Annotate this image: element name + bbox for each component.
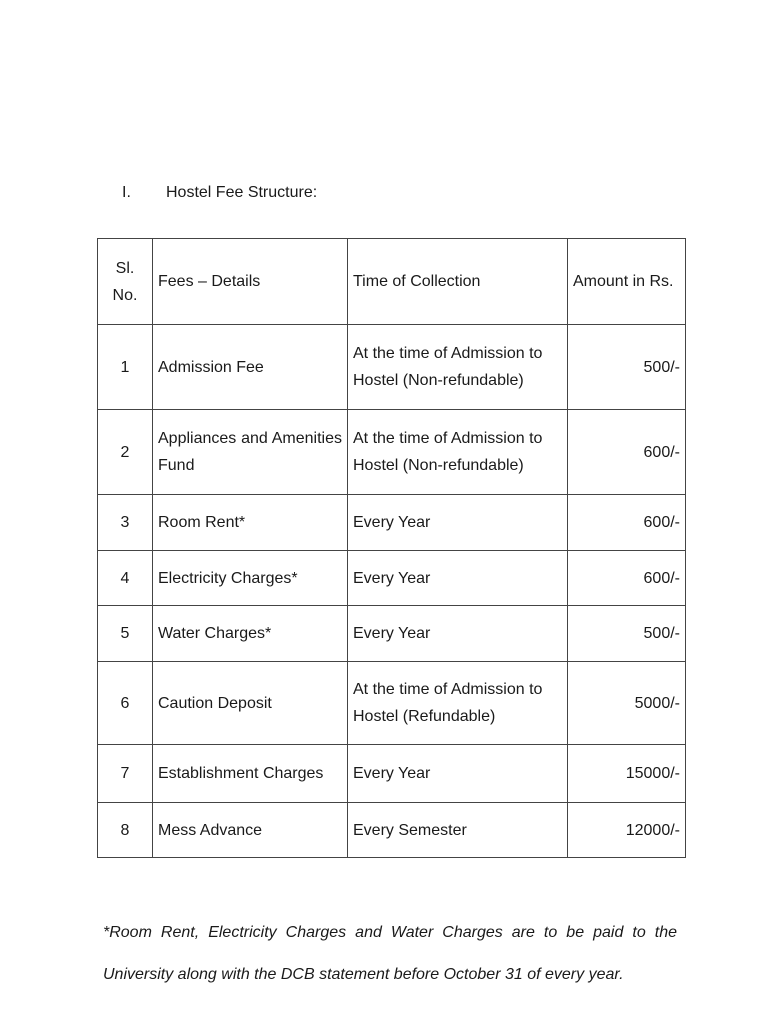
cell-detail: Water Charges* — [153, 606, 348, 662]
header-fees-details: Fees – Details — [153, 239, 348, 325]
cell-amount: 5000/- — [568, 662, 686, 745]
header-time-of-collection: Time of Collection — [348, 239, 568, 325]
cell-amount: 500/- — [568, 325, 686, 410]
section-number: I. — [122, 184, 131, 201]
cell-sl: 1 — [98, 325, 153, 410]
table-row — [98, 745, 686, 803]
cell-time: At the time of Admission to Hostel (Refundable) — [348, 662, 568, 745]
cell-detail: Electricity Charges* — [153, 551, 348, 606]
section-title: Hostel Fee Structure: — [166, 184, 318, 201]
cell-time: Every Year — [348, 551, 568, 606]
table-row — [98, 551, 686, 606]
cell-sl: 6 — [98, 662, 153, 745]
section-heading — [122, 184, 317, 202]
cell-time: At the time of Admission to Hostel (Non-refundable) — [348, 325, 568, 410]
cell-sl: 5 — [98, 606, 153, 662]
cell-sl: 2 — [98, 410, 153, 495]
header-sl-no: Sl. No. — [98, 239, 153, 325]
table-row — [98, 325, 686, 410]
cell-detail: Admission Fee — [153, 325, 348, 410]
cell-amount: 500/- — [568, 606, 686, 662]
cell-detail: Mess Advance — [153, 803, 348, 858]
cell-sl: 8 — [98, 803, 153, 858]
cell-detail: Room Rent* — [153, 495, 348, 551]
cell-time: Every Year — [348, 606, 568, 662]
cell-detail: Establishment Charges — [153, 745, 348, 803]
table-row — [98, 606, 686, 662]
cell-amount: 15000/- — [568, 745, 686, 803]
cell-sl: 3 — [98, 495, 153, 551]
table-header-row — [98, 239, 686, 325]
footnote: *Room Rent, Electricity Charges and Water Charges are to be paid to the University along with the DCB statement before October 31 of every year. — [103, 924, 677, 983]
cell-amount: 600/- — [568, 495, 686, 551]
cell-sl: 7 — [98, 745, 153, 803]
cell-time: At the time of Admission to Hostel (Non-refundable) — [348, 410, 568, 495]
cell-amount: 12000/- — [568, 803, 686, 858]
cell-amount: 600/- — [568, 551, 686, 606]
table-row — [98, 803, 686, 858]
table-row — [98, 495, 686, 551]
cell-time: Every Semester — [348, 803, 568, 858]
fee-table — [97, 238, 686, 858]
table-row — [98, 410, 686, 495]
cell-detail: Appliances and Amenities Fund — [153, 410, 348, 495]
cell-time: Every Year — [348, 745, 568, 803]
cell-sl: 4 — [98, 551, 153, 606]
header-amount: Amount in Rs. — [568, 239, 686, 325]
cell-time: Every Year — [348, 495, 568, 551]
cell-detail: Caution Deposit — [153, 662, 348, 745]
cell-amount: 600/- — [568, 410, 686, 495]
table-row — [98, 662, 686, 745]
